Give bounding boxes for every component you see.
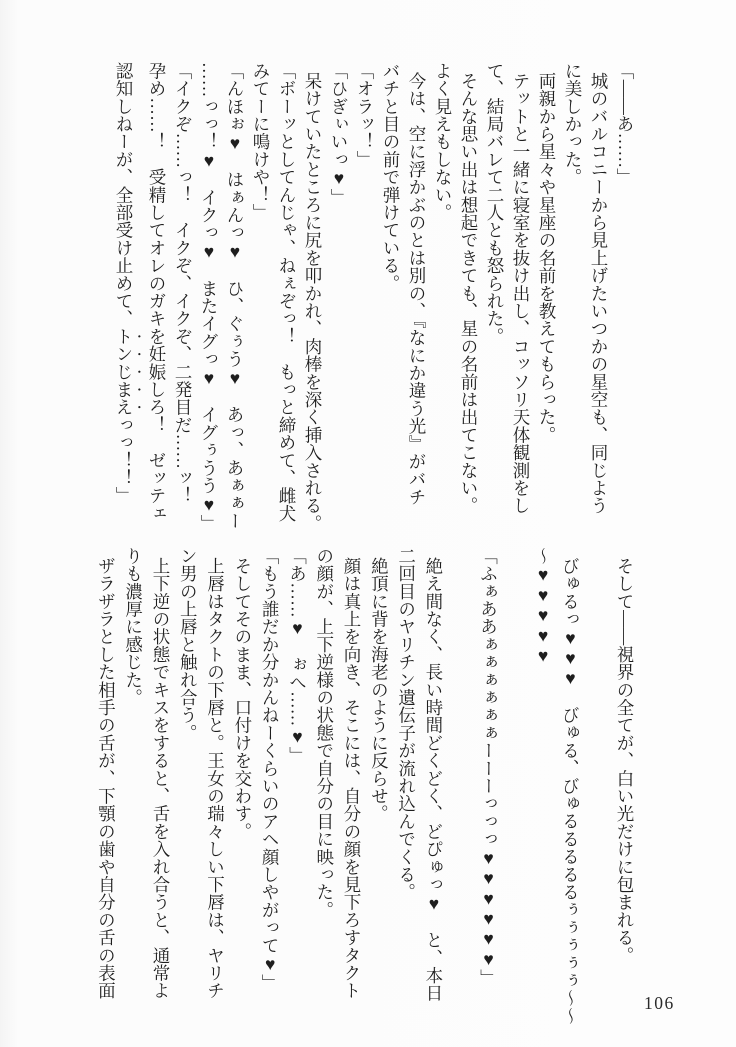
text-line: 認知しねーが、全部受け止めて、トンじまえっっ！！」	[114, 62, 134, 505]
text-line: て、結局バレて二人とも怒られた。	[485, 62, 505, 346]
text-line: 孕め……！ 受精してオレのガキを妊娠しろ！ ゼッテェ	[147, 62, 167, 523]
text-line: に美しかった。	[563, 62, 583, 186]
text-line: 「あ……♥ ぉへ……♥」	[287, 547, 308, 765]
text-line: 「オラッ！」	[355, 62, 375, 169]
text-line: 「ひぎぃいっ♥」	[329, 62, 349, 207]
blank-line	[502, 547, 529, 1013]
text-line: りも濃厚に感じた。	[123, 547, 144, 707]
text-line: 上唇はタクトの下唇と。王女の瑞々しい下唇は、ヤリチ	[205, 556, 226, 1000]
text-line: よく見えもしない。	[433, 62, 453, 222]
text-line: みてーに鳴けや！」	[251, 62, 271, 222]
text-line: 「ボーッとしてんじゃ、ねぇぞっ！ もっと締めて、雌犬	[277, 62, 297, 523]
text-line: 「――あ……」	[615, 62, 635, 186]
text-line: の顔が、上下逆様の状態で自分の目に映った。	[314, 547, 335, 919]
blank-line	[447, 547, 474, 1013]
text-line: バチと目の前で弾けている。	[381, 62, 401, 293]
text-line: 城のバルコニーから見上げたいつかの星空も、同じよう	[589, 71, 609, 515]
text-line: 「んほぉ♥ はぁんっ♥ ひ、ぐぅう♥ あっ、あぁぁー	[225, 62, 245, 530]
text-block-bottom	[92, 547, 638, 1025]
text-line: 「ふぁああぁぁぁぁぁぁーーーっっっ♥♥♥♥♥♥」	[478, 547, 499, 987]
text-line: テットと一緒に寝室を抜け出し、コッソリ天体観測をし	[511, 71, 531, 515]
text-line: 今は、空に浮かぶのとは別の、『なにか違う光』がバチ	[407, 71, 427, 506]
emphasized-text: トンじまえ	[114, 327, 134, 416]
text-line: びゅるっ♥♥♥ びゅる、びゅるるるるるぅぅぅぅぅ～～	[560, 556, 581, 1025]
text-line: 上下逆の状態でキスをすると、舌を入れ合うと、通常よ	[150, 556, 171, 1000]
text-line: 絶頂に背を海老のように反らせ。	[369, 556, 390, 823]
text-line: 「もう誰だか分かんねーくらいのアヘ顔しやがって♥」	[260, 547, 281, 992]
text-line: 「イクぞ……っ！ イクぞ、イクぞ、二発目だ……ッ！	[173, 62, 193, 505]
text-line: 両親から星々や星座の名前を教えてもらった。	[537, 71, 557, 444]
text-line: そして――視界の全てが、白い光だけに包まれる。	[615, 556, 635, 964]
text-line: 絶え間なく、長い時間どくどく、どぴゅっ♥ と、本日	[423, 556, 444, 1002]
text-block-top	[111, 62, 638, 533]
blank-line	[583, 547, 610, 1013]
text-line: 顔は真上を向き、そこには、自分の顔を見下ろすタクト	[342, 556, 363, 1000]
text-line: ザラザラとした相手の舌が、下顎の歯や自分の舌の表面	[96, 556, 117, 1000]
text-line: 呆けていたところに尻を叩かれ、肉棒を深く挿入される。	[303, 71, 323, 532]
text-line: 二回目のヤリチン遺伝子が流れ込んでくる。	[396, 547, 417, 901]
text-line: ン男の上唇と触れ合う。	[178, 547, 199, 742]
text-line: そしてそのまま、口付けを交わす。	[232, 556, 253, 840]
text-line: ～♥♥♥♥♥	[533, 547, 554, 666]
text-line: ……っっ！♥ イクっ♥ またイグっ♥ イグぅうう♥」	[199, 62, 219, 533]
text-line: そんな思い出は想起できても、星の名前は出てこない。	[459, 71, 479, 515]
page-number: 106	[644, 993, 675, 1013]
